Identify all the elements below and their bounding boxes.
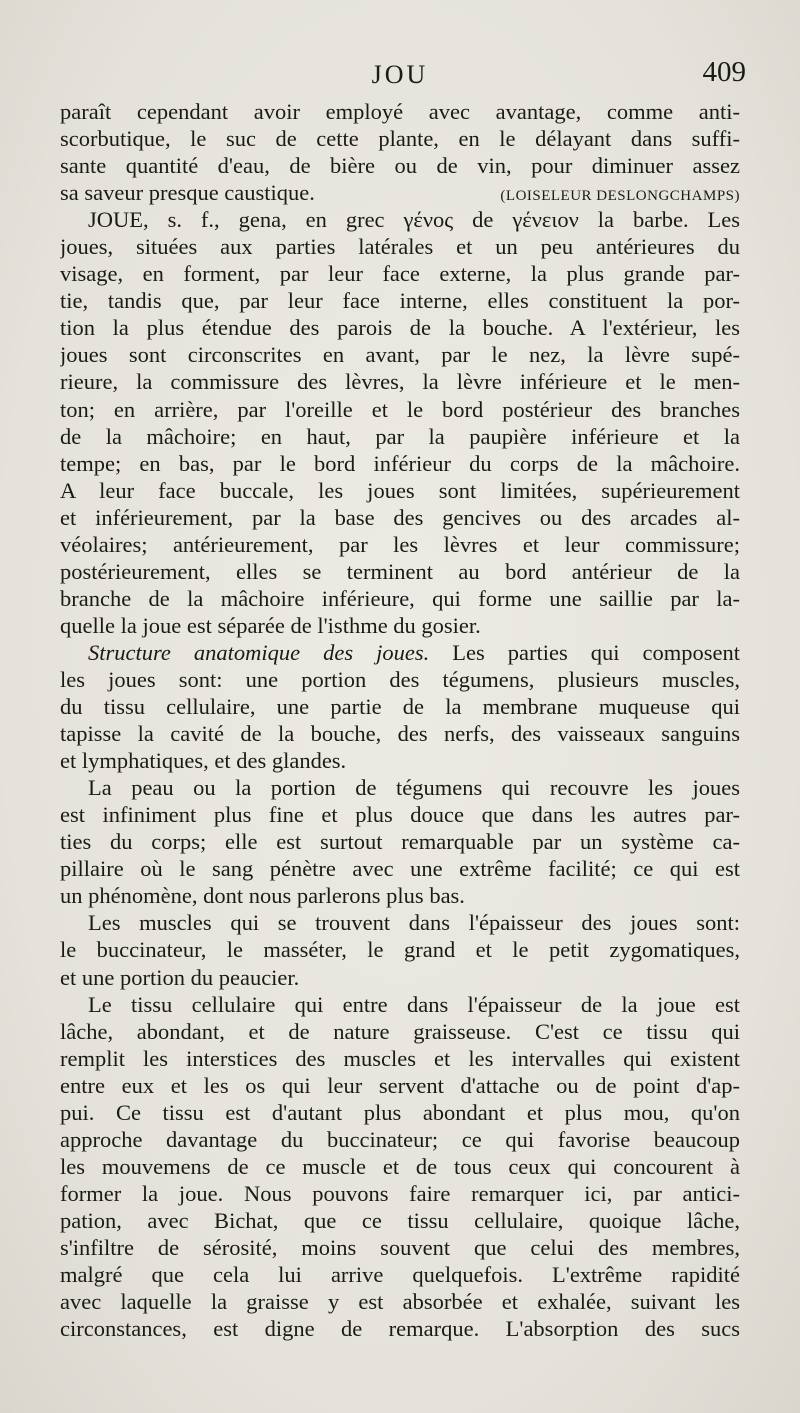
text-line: visage, en forment, par leur face externe, la plus grande par- [60,261,740,287]
text-line: et lymphatiques, et des glandes. [60,748,347,774]
paragraph-first-line: Le tissu cellulaire qui entre dans l'épaisseur de la joue est [88,991,740,1017]
text-line: remplit les interstices des muscles et les intervalles qui existent [60,1045,740,1071]
text-line: approche davantage du buccinateur; ce qui favorise beaucoup [60,1126,740,1152]
text-line: tie, tandis que, par leur face interne, elles constituent la por- [60,288,740,314]
text-line: ton; en arrière, par l'oreille et le bord postérieur des branches [60,396,740,422]
text-line: lâche, abondant, et de nature graisseuse. C'est ce tissu qui [60,1018,740,1044]
page-header [60,56,746,96]
running-head: JOU [371,60,429,89]
text-line: est infiniment plus fine et plus douce que dans les autres par- [60,802,740,828]
text-line: et inférieurement, par la base des gencives ou des arcades al- [60,504,740,530]
text-line: les mouvemens de ce muscle et de tous ceux qui concourent à [60,1153,740,1179]
text-line: s'infiltre de sérosité, moins souvent que celui des membres, [60,1234,740,1260]
entry-first-line: JOUE, s. f., gena, en grec γένος de γένειον la barbe. Les [88,207,740,233]
text-line: former la joue. Nous pouvons faire remarquer ici, par antici- [60,1180,740,1206]
text-line: ties du corps; elle est surtout remarquable par un système ca- [60,829,740,855]
text-line: un phénomène, dont nous parlerons plus bas. [60,883,465,909]
section-heading-line [60,639,740,666]
text-line: branche de la mâchoire inférieure, qui forme une saillie par la- [60,585,740,611]
text-line: circonstances, est digne de remarque. L'absorption des sucs [60,1316,740,1342]
section-heading: Structure anatomique des joues. [88,639,430,665]
text-line: quelle la joue est séparée de l'isthme du gosier. [60,612,481,638]
text-line: le buccinateur, le masséter, le grand et le petit zygomatiques, [60,937,740,963]
text-line: sante quantité d'eau, de bière ou de vin, pour diminuer assez [60,153,740,179]
text-line: rieure, la commissure des lèvres, la lèvre inférieure et le men- [60,369,740,395]
text-line: paraît cependant avoir employé avec avantage, comme anti- [60,99,740,124]
text-line: et une portion du peaucier. [60,964,300,990]
text-line: joues, situées aux parties latérales et un peu antérieures du [60,234,740,260]
text-line: tapisse la cavité de la bouche, des nerfs, des vaisseaux sanguins [60,721,740,747]
text-line: avec laquelle la graisse y est absorbée et exhalée, suivant les [60,1289,740,1315]
text-line: les joues sont: une portion des tégumens, plusieurs muscles, [60,666,740,692]
text-line: tempe; en bas, par le bord inférieur du corps de la mâchoire. [60,450,740,476]
text-line: du tissu cellulaire, une partie de la membrane muqueuse qui [60,694,740,720]
text-line-with-signature [60,179,740,206]
text-line: malgré que cela lui arrive quelquefois. L'extrême rapidité [60,1262,740,1288]
text-line: scorbutique, le suc de cette plante, en le délayant dans suffi- [60,126,740,152]
text-line: Les parties qui composent [452,639,740,665]
text-line: A leur face buccale, les joues sont limitées, supérieurement [60,477,740,503]
text-line: pui. Ce tissu est d'autant plus abondant et plus mou, qu'on [60,1099,740,1125]
paragraph-first-line: La peau ou la portion de tégumens qui recouvre les joues [88,775,740,801]
text-line: de la mâchoire; en haut, par la paupière inférieure et la [60,423,740,449]
text-line: tion la plus étendue des parois de la bouche. A l'extérieur, les [60,315,740,341]
text-line: postérieurement, elles se terminent au bord antérieur de la [60,558,740,584]
author-signature: (LOISELEUR DESLONGCHAMPS) [500,188,740,205]
text-line: pillaire où le sang pénètre avec une extrême facilité; ce qui est [60,856,740,882]
page-body [60,98,740,1342]
text-line: véolaires; antérieurement, par les lèvres et leur commissure; [60,531,740,557]
text-line: sa saveur presque caustique. [60,180,315,206]
text-line: joues sont circonscrites en avant, par le nez, la lèvre supé- [60,342,740,368]
text-line: entre eux et les os qui leur servent d'attache ou de point d'ap- [60,1072,740,1098]
text-line: pation, avec Bichat, que ce tissu cellulaire, quoique lâche, [60,1207,740,1233]
paragraph-first-line: Les muscles qui se trouvent dans l'épaisseur des joues sont: [88,910,740,936]
page-number: 409 [702,56,746,88]
